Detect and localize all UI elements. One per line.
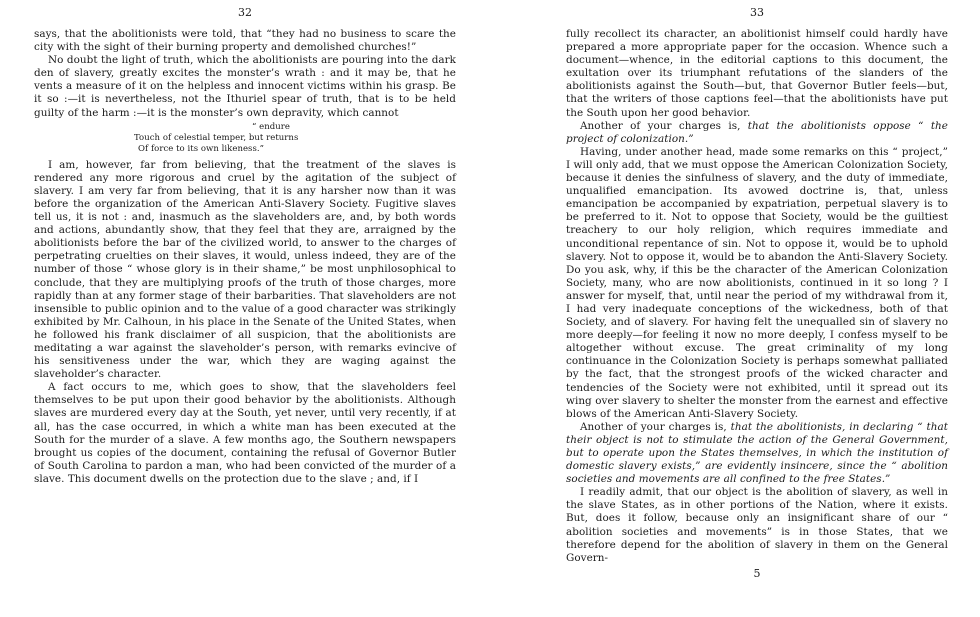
paragraph-italic: that the abolitionists oppose “ the project of colonization.” [566, 119, 948, 145]
paragraph: A fact occurs to me, which goes to show, that the slaveholders feel themselves to be put upon their good behavior by the abolitionists. Although slaves are murdered every day at the South, yet never, until very recently, if at all, has the case occurred, in which a white man has been executed at the South for the murder of a slave. A few months ago, the Southern newspapers brought us copies of the document, containing the refusal of Governor Butler of South Carolina to pardon a man, who had been convicted of the murder of a slave. This document dwells on the protection due to the slave ; and, if I [34, 381, 456, 485]
verse-line: Touch of celestial temper, but returns [134, 132, 299, 143]
verse-line: “ endure [252, 121, 290, 132]
paragraph: No doubt the light of truth, which the abolitionists are pouring into the dark den of slavery, greatly excites the monster’s wrath : and it may be, that he vents a measure of it on the helpless and innocent victims within his grasp. Be it so :—it is nevertheless, not the Ithuriel spear of truth, that is to be held guilty of the harm :—it is the monster’s own depravity, which cannot [34, 54, 456, 119]
paragraph [566, 120, 948, 146]
left-page [0, 0, 470, 617]
page-gutter [470, 0, 530, 617]
right-page-body [566, 28, 948, 565]
page-number-left: 32 [238, 6, 252, 19]
paragraph-italic: that the abolitionists, in declaring “ that their object is not to stimulate the action of the General Government, but to operate upon the States themselves, in which the institution of domestic slavery exists,” are evidently insincere, since the “ abolition societies and movements are all confined to the free States.” [566, 420, 948, 486]
paragraph-lead: Another of your charges is, [580, 119, 748, 132]
right-page [530, 0, 980, 617]
page-number-right: 33 [750, 6, 764, 19]
verse-quotation [34, 122, 456, 155]
signature-mark: 5 [753, 566, 761, 580]
paragraph: I readily admit, that our object is the abolition of slavery, as well in the slave States, as in other portions of the Nation, where it exists. But, does it follow, because only an insignificant share of our “ abolition societies and movements” is in those States, that we therefore depend for the abolition of slavery in them on the General Govern- [566, 486, 948, 564]
paragraph: says, that the abolitionists were told, that “they had no business to scare the city with the sight of their burning property and demolished churches!” [34, 28, 456, 54]
paragraph: Having, under another head, made some remarks on this “ project,” I will only add, that we must oppose the American Colonization Society, because it denies the sinfulness of slavery, and the duty of immediate, unqualified emancipation. Its avowed doctrine is, that, unless emancipation be accompanied by expatriation, perpetual slavery is to be preferred to it. Not to oppose that Society, would be the guiltiest treachery to our holy religion, which requires immediate and unconditional repentance of sin. Not to oppose it, would be to uphold slavery. Not to oppose it, would be to abandon the Anti-Slavery Society. Do you ask, why, if this be the character of the American Colonization Society, many, who are now abolitionists, continued in it so long ? I answer for myself, that, until near the period of my withdrawal from it, I had very inadequate conceptions of the wickedness, both of that Society, and of slavery. For having felt the unequalled sin of slavery no more deeply—for feeling it now no more deeply, I confess myself to be altogether without excuse. The great criminality of my long continuance in the Colonization Society is perhaps somewhat palliated by the fact, that the strongest proofs of the wicked character and tendencies of the Society were not exhibited, until it spread out its wing over slavery to shelter the monster from the earnest and effective blows of the American Anti-Slavery Society. [566, 145, 948, 420]
paragraph [566, 421, 948, 486]
left-page-body [34, 28, 456, 486]
paragraph: I am, however, far from believing, that the treatment of the slaves is rendered any more rigorous and cruel by the agitation of the subject of slavery. I am very far from believing, that it is any harsher now than it was before the organization of the American Anti-Slavery Society. Fugitive slaves tell us, it is not : and, inasmuch as the slaveholders are, and, by both words and actions, abundantly show, that they feel that they are, arraigned by the abolitionists before the bar of the civilized world, to answer to the charges of perpetrating cruelties on their slaves, it would, unless indeed, they are of the number of those “ whose glory is in their shame,” be most unphilosophical to conclude, that they are multiplying proofs of the truth of those charges, more rapidly than at any former stage of their barbarities. That slaveholders are not insensible to public opinion and to the value of a good character was strikingly exhibited by Mr. Calhoun, in his place in the Senate of the United States, when he followed his frank disclaimer of all suspicion, that the abolitionists are meditating a war against the slaveholder’s person, with remarks evincive of his sensitiveness under the war, which they are waging against the slaveholder’s character. [34, 158, 456, 381]
verse-line: Of force to its own likeness.” [138, 143, 265, 154]
paragraph-lead: Another of your charges is, [580, 420, 731, 433]
paragraph: fully recollect its character, an abolitionist himself could hardly have prepared a more appropriate paper for the occasion. Whence such a document—whence, in the editorial captions to this document, the exultation over its triumphant refutations of the slanders of the abolitionists against the South—but, that Governor Butler feels—but, that the writers of those captions feel—that the abolitionists have put the South upon her good behavior. [566, 28, 948, 119]
